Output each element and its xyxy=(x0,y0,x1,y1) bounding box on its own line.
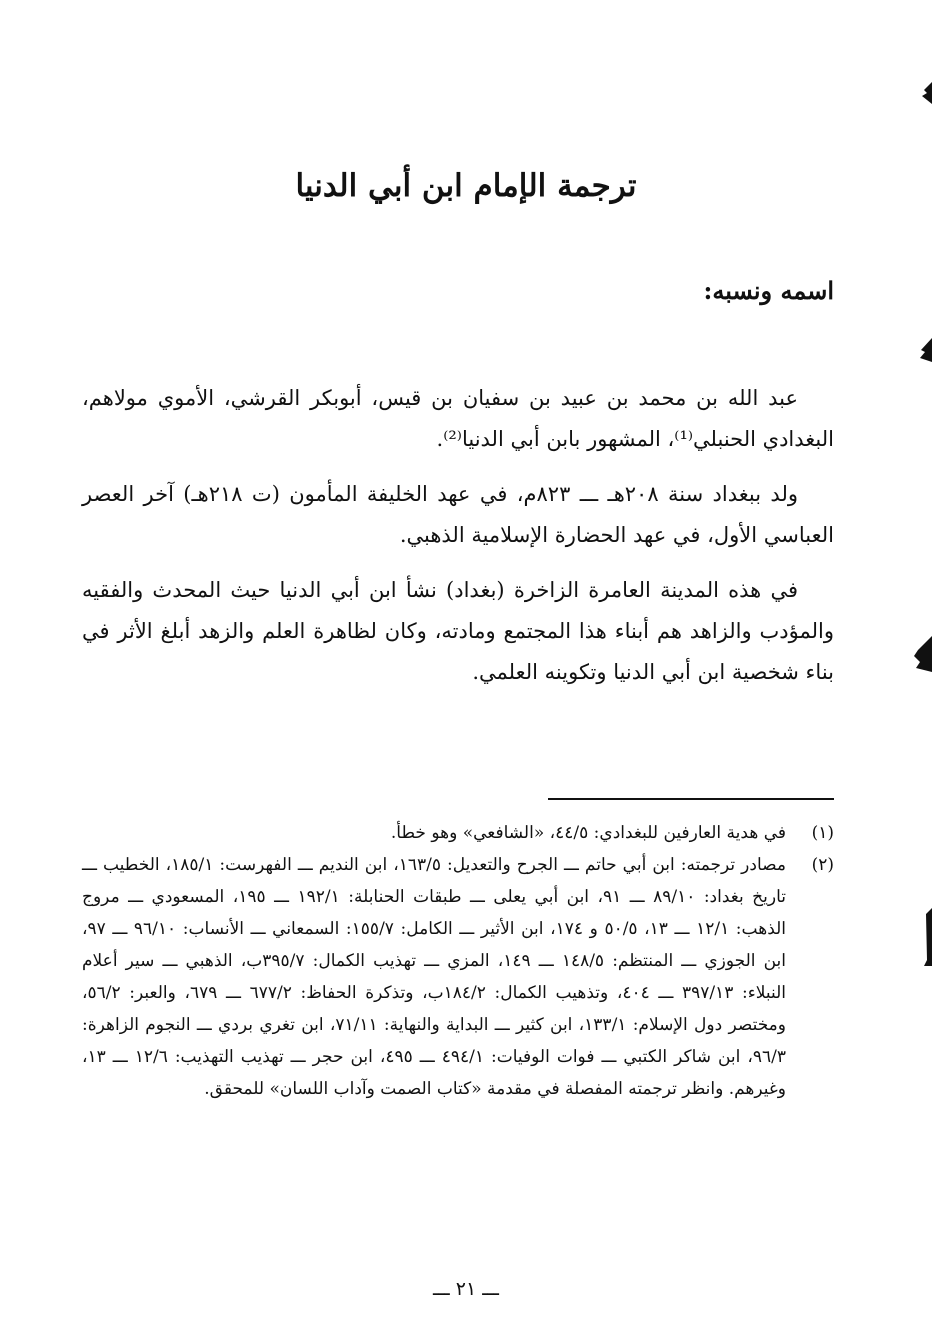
scan-edge-mark xyxy=(918,338,932,362)
paragraph: ولد ببغداد سنة ٢٠٨هـ ـــ ٨٢٣م، في عهد الخليفة المأمون (ت ٢١٨هـ) آخر العصر العباسي الأول، في عهد الحضارة الإسلامية الذهبي. xyxy=(82,482,834,547)
footnote-number: (٢) xyxy=(811,855,834,875)
scan-edge-mark xyxy=(918,82,932,104)
footnote-text: مصادر ترجمته: ابن أبي حاتم ـــ الجرح والتعديل: ١٦٣/٥، ابن النديم ـــ الفهرست: ١٨٥/١، الخطيب ـــ تاريخ بغداد: ٨٩/١٠ ـــ ٩١، ابن أبي يعلى ـــ طبقات الحنابلة: ١٩٢/١ ـــ ١٩٥، المسعودي ـــ مروج الذهب: ١٢/١ ـــ ١٣، ٥٠/٥ و ١٧٤، ابن الأثير ـــ الكامل: ١٥٥/٧: السمعاني ـــ الأنساب: ٩٦/١٠ ـــ ٩٧، ابن الجوزي ـــ المنتظم: ١٤٨/٥ ـــ ١٤٩، المزي ـــ تهذيب الكمال: ٣٩٥/٧ب، الذهبي ـــ سير أعلام النبلاء: ٣٩٧/١٣ ـــ ٤٠٤، وتذهيب الكمال: ١٨٤/٢ب، وتذكرة الحفاظ: ٦٧٧/٢ ـــ ٦٧٩، والعبر: ٥٦/٢، ومختصر دول الإسلام: ١٣٣/١، ابن كثير ـــ البداية والنهاية: ٧١/١١، ابن تغري بردي ـــ النجوم الزاهرة: ٩٦/٣، ابن شاكر الكتبي ـــ فوات الوفيات: ٤٩٤/١ ـــ ٤٩٥، ابن حجر ـــ تهذيب التهذيب: ١٢/٦ ـــ ١٣، وغيرهم. وانظر ترجمته المفصلة في مقدمة «كتاب الصمت وآداب اللسان» للمحقق. xyxy=(82,855,787,1099)
footnote-text: في هدية العارفين للبغدادي: ٤٤/٥، «الشافعي» وهو خطأ. xyxy=(390,823,786,843)
page-title: ترجمة الإمام ابن أبي الدنيا xyxy=(295,168,637,204)
footnotes xyxy=(82,817,834,1105)
footnote-item xyxy=(82,817,834,849)
footnote-item xyxy=(82,849,834,1105)
section-heading: اسمه ونسبه: xyxy=(703,276,834,305)
main-text xyxy=(82,378,834,707)
scan-edge-mark xyxy=(918,636,932,672)
paragraph: في هذه المدينة العامرة الزاخرة (بغداد) نشأ ابن أبي الدنيا حيث المحدث والفقيه والمؤدب والزاهد هم أبناء هذا المجتمع ومادته، وكان لظاهرة العلم والزهد أبلغ الأثر في بناء شخصية ابن أبي الدنيا وتكوينه العلمي. xyxy=(82,578,834,684)
scan-edge-mark xyxy=(918,908,932,966)
footnote-number: (١) xyxy=(811,823,834,843)
page-number: ـــ ٢١ ـــ xyxy=(433,1278,499,1300)
footnote-divider xyxy=(548,798,834,800)
paragraph: عبد الله بن محمد بن عبيد بن سفيان بن قيس، أبوبكر القرشي، الأموي مولاهم، البغدادي الحنبلي⁽¹⁾، المشهور بابن أبي الدنيا⁽²⁾. xyxy=(82,386,834,451)
